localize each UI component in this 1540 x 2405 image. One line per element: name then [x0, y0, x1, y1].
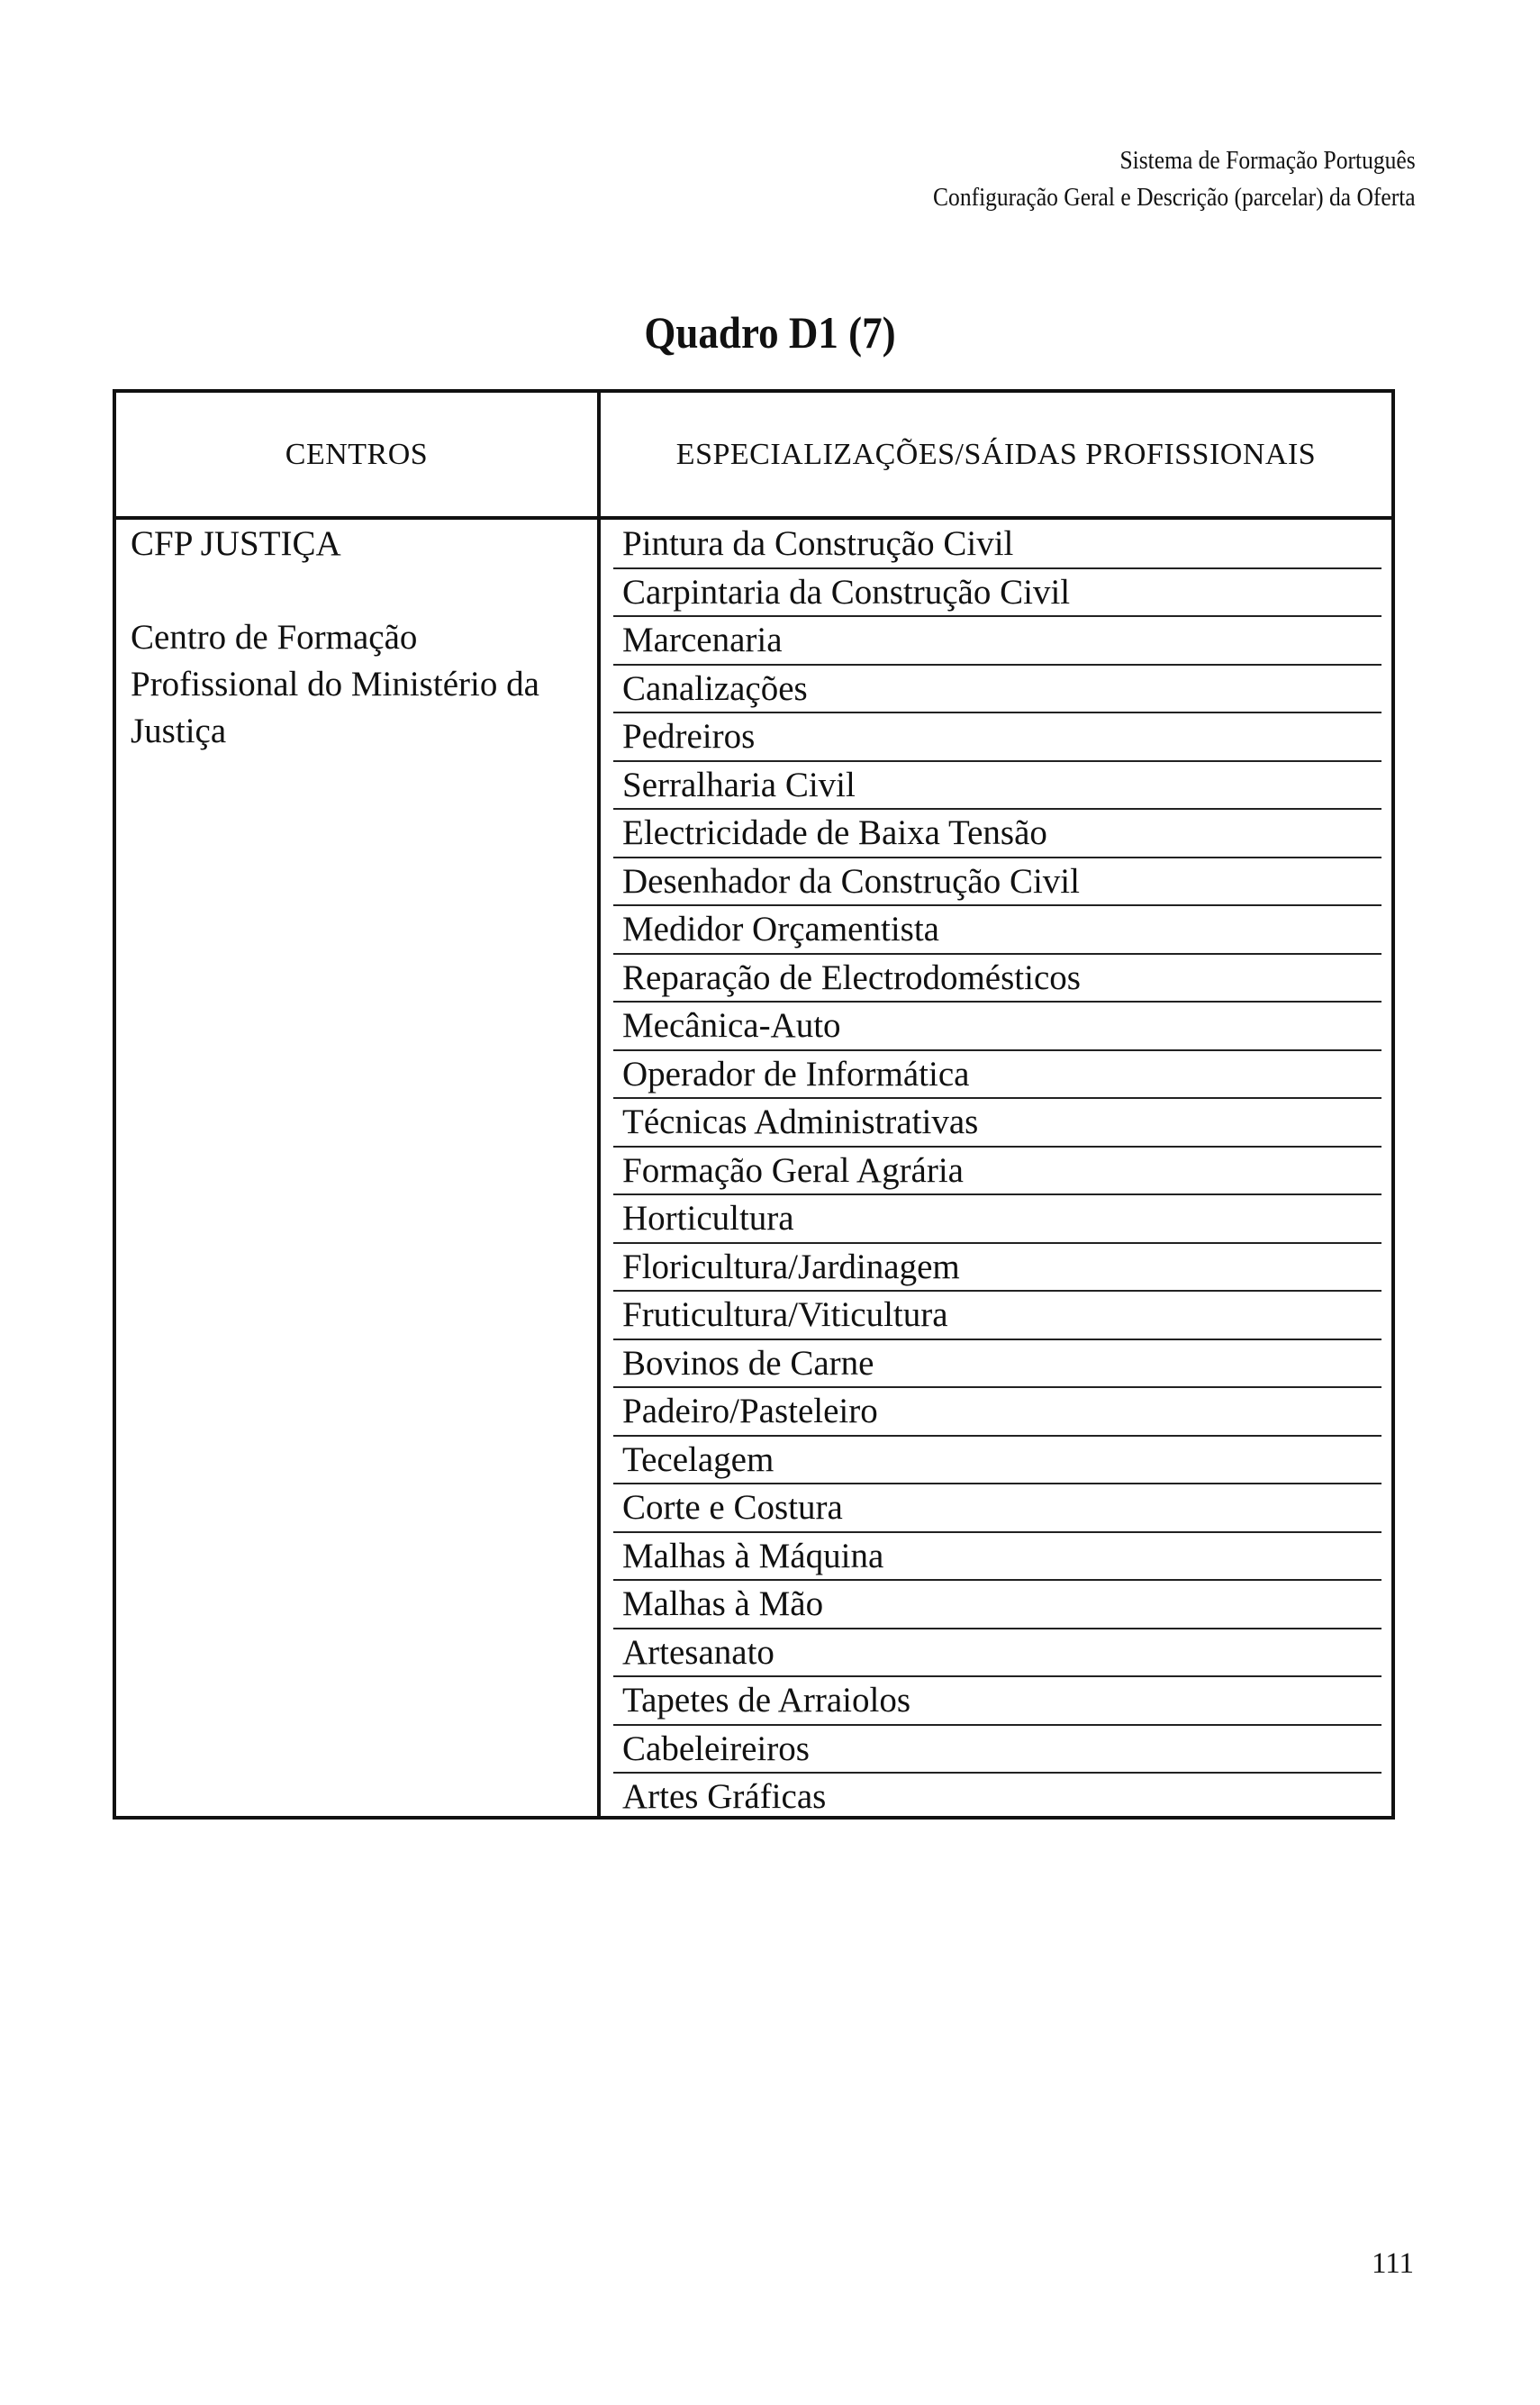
- list-item: Electricidade de Baixa Tensão: [613, 810, 1381, 858]
- list-item: Canalizações: [613, 666, 1381, 714]
- list-item: Mecânica-Auto: [613, 1003, 1381, 1051]
- page-title: Quadro D1 (7): [644, 307, 896, 358]
- list-item: Operador de Informática: [613, 1051, 1381, 1100]
- list-item: Desenhador da Construção Civil: [613, 858, 1381, 907]
- list-item: Reparação de Electrodomésticos: [613, 955, 1381, 1003]
- page-header: [933, 142, 1416, 216]
- header-line-1: Sistema de Formação Português: [1119, 146, 1416, 175]
- list-item: Cabeleireiros: [613, 1726, 1381, 1774]
- especializacoes-list: [613, 521, 1381, 1822]
- column-divider: [597, 393, 601, 1816]
- list-item: Marcenaria: [613, 617, 1381, 666]
- list-item: Malhas à Máquina: [613, 1533, 1381, 1582]
- list-item: Tapetes de Arraiolos: [613, 1677, 1381, 1726]
- list-item: Horticultura: [613, 1195, 1381, 1244]
- centro-code: CFP JUSTIÇA: [131, 524, 341, 563]
- list-item: Técnicas Administrativas: [613, 1099, 1381, 1148]
- header-line-2: Configuração Geral e Descrição (parcelar) da Oferta: [933, 183, 1416, 212]
- header-especializacoes: ESPECIALIZAÇÕES/SÁIDAS PROFISSIONAIS: [675, 437, 1317, 471]
- list-item: Corte e Costura: [613, 1484, 1381, 1533]
- list-item: Pintura da Construção Civil: [613, 521, 1381, 569]
- centro-name-line-3: Justiça: [131, 712, 227, 750]
- list-item: Pedreiros: [613, 713, 1381, 762]
- header-centros: CENTROS: [285, 437, 429, 471]
- centro-name-line-1: Centro de Formação: [131, 618, 418, 657]
- centros-table: [113, 389, 1395, 1820]
- list-item: Fruticultura/Viticultura: [613, 1292, 1381, 1340]
- list-item: Malhas à Mão: [613, 1581, 1381, 1629]
- list-item: Medidor Orçamentista: [613, 906, 1381, 955]
- header-divider: [116, 516, 1391, 520]
- list-item: Artes Gráficas: [622, 1777, 827, 1816]
- list-item: Formação Geral Agrária: [613, 1148, 1381, 1196]
- centro-gap: [131, 567, 590, 614]
- centro-name-line-2: Profissional do Ministério da: [131, 665, 539, 703]
- list-item: Padeiro/Pasteleiro: [613, 1388, 1381, 1437]
- list-item: Floricultura/Jardinagem: [613, 1244, 1381, 1293]
- list-item: Carpintaria da Construção Civil: [613, 569, 1381, 618]
- list-item: Artesanato: [613, 1629, 1381, 1678]
- list-item: Bovinos de Carne: [613, 1340, 1381, 1389]
- page-number: 111: [1371, 2247, 1414, 2280]
- centro-cell: [131, 521, 590, 755]
- list-item: Tecelagem: [613, 1437, 1381, 1485]
- list-item: Serralharia Civil: [613, 762, 1381, 811]
